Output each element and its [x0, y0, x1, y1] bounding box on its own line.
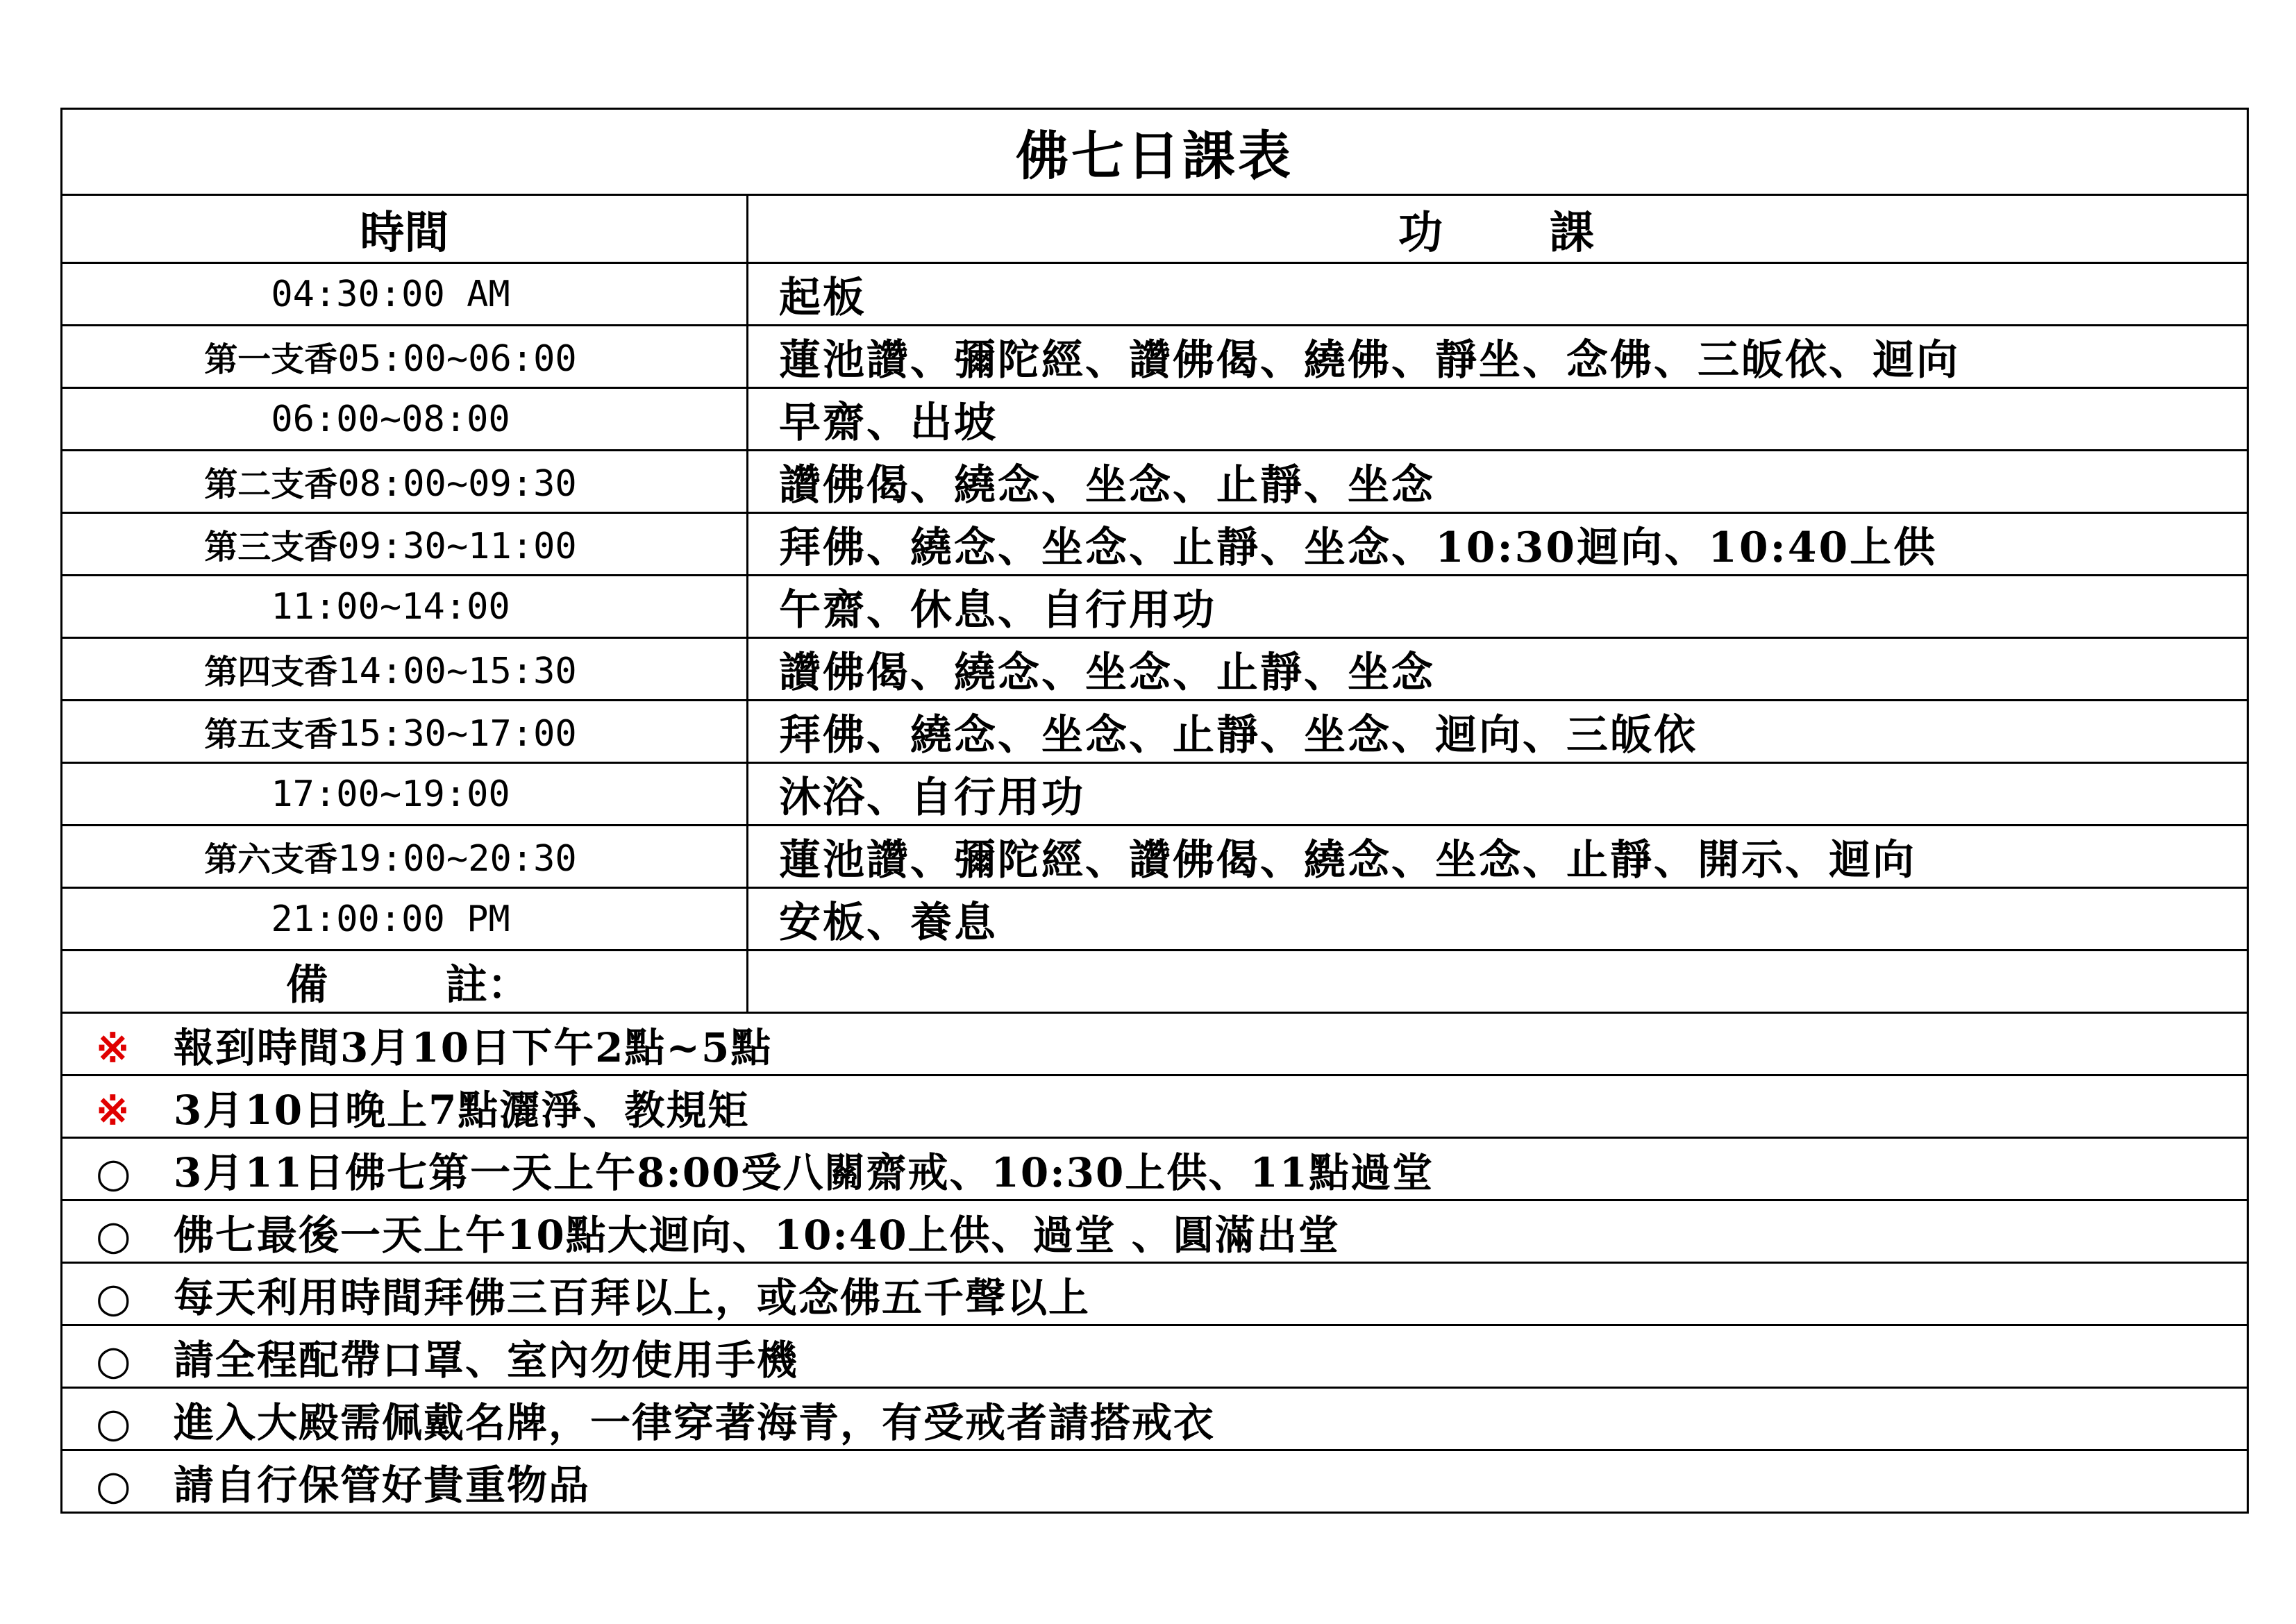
time-range: 04:30:00 AM [271, 273, 510, 315]
note-cell [62, 1075, 2248, 1138]
time-cell [62, 826, 748, 888]
note-text: 佛七最後一天上午10點大迴向、10:40上供、過堂 、圓滿出堂 [174, 1211, 1340, 1259]
note-row [62, 1200, 2248, 1263]
note-cell [62, 1325, 2248, 1388]
note-row [62, 1388, 2248, 1450]
schedule-row [62, 326, 2248, 388]
incense-session-label: 第四支香 [204, 653, 338, 692]
time-range: 06:00~08:00 [271, 398, 510, 440]
activity-cell: 起板 [748, 263, 2248, 326]
note-text: 進入大殿需佩戴名牌，一律穿著海青，有受戒者請搭戒衣 [174, 1398, 1216, 1446]
note-row [62, 1263, 2248, 1325]
incense-session-label: 第六支香 [204, 840, 338, 879]
time-cell [62, 763, 748, 826]
note-cell [62, 1263, 2248, 1325]
note-row [62, 1450, 2248, 1513]
activity-cell: 早齋、出坡 [748, 388, 2248, 451]
incense-session-label: 第五支香 [204, 715, 338, 754]
note-cell [62, 1388, 2248, 1450]
note-row [62, 1075, 2248, 1138]
remarks-label-part1: 備 [286, 960, 328, 1010]
schedule-row [62, 701, 2248, 763]
note-text: 3月11日佛七第一天上午8:00受八關齋戒、10:30上供、11點過堂 [174, 1148, 1434, 1196]
circle-bullet-icon: ○ [96, 1148, 133, 1196]
time-range: 21:00:00 PM [271, 898, 510, 940]
activity-cell: 讚佛偈、繞念、坐念、止靜、坐念 [748, 451, 2248, 513]
time-range: 17:00~19:00 [271, 773, 510, 815]
schedule-row [62, 513, 2248, 576]
activity-cell: 拜佛、繞念、坐念、止靜、坐念、迴向、三皈依 [748, 701, 2248, 763]
time-cell [62, 576, 748, 638]
course-column-header [748, 195, 2248, 263]
incense-session-label: 第三支香 [204, 528, 338, 567]
note-cell [62, 1200, 2248, 1263]
circle-bullet-icon: ○ [96, 1336, 133, 1384]
course-header-right: 課 [1550, 206, 1597, 259]
incense-session-label: 第一支香 [204, 340, 338, 379]
time-range: 15:30~17:00 [337, 713, 577, 755]
title-row [62, 109, 2248, 195]
time-range: 08:00~09:30 [337, 463, 577, 505]
time-cell [62, 326, 748, 388]
activity-cell: 蓮池讚、彌陀經、讚佛偈、繞佛、靜坐、念佛、三皈依、迴向 [748, 326, 2248, 388]
schedule-row [62, 826, 2248, 888]
note-row [62, 1325, 2248, 1388]
schedule-row [62, 451, 2248, 513]
note-text: 請全程配帶口罩、室內勿使用手機 [174, 1336, 799, 1384]
activity-cell: 午齋、休息、自行用功 [748, 576, 2248, 638]
time-column-header: 時間 [62, 195, 748, 263]
time-cell [62, 388, 748, 451]
schedule-row [62, 888, 2248, 951]
circle-bullet-icon: ○ [96, 1461, 133, 1509]
note-cell [62, 1013, 2248, 1075]
note-text: 報到時間3月10日下午2點~5點 [174, 1023, 773, 1071]
time-cell [62, 888, 748, 951]
note-cell [62, 1138, 2248, 1200]
note-row [62, 1013, 2248, 1075]
reference-mark-icon: ※ [96, 1023, 131, 1071]
activity-cell: 讚佛偈、繞念、坐念、止靜、坐念 [748, 638, 2248, 701]
course-header-left: 功 [1398, 206, 1446, 259]
note-text: 請自行保管好貴重物品 [174, 1461, 591, 1509]
time-cell [62, 638, 748, 701]
remarks-label-part2: 註： [446, 960, 529, 1010]
remarks-empty-cell [748, 951, 2248, 1013]
activity-cell: 沐浴、自行用功 [748, 763, 2248, 826]
time-range: 05:00~06:00 [337, 338, 577, 380]
note-row [62, 1138, 2248, 1200]
schedule-row [62, 576, 2248, 638]
note-text: 每天利用時間拜佛三百拜以上，或念佛五千聲以上 [174, 1273, 1091, 1321]
circle-bullet-icon: ○ [96, 1273, 133, 1321]
time-cell [62, 513, 748, 576]
circle-bullet-icon: ○ [96, 1398, 133, 1446]
schedule-table [60, 108, 2249, 1514]
note-text: 3月10日晚上7點灑淨、教規矩 [174, 1086, 750, 1134]
circle-bullet-icon: ○ [96, 1211, 133, 1259]
schedule-row [62, 388, 2248, 451]
time-cell [62, 263, 748, 326]
time-range: 09:30~11:00 [337, 526, 577, 567]
time-range: 19:00~20:30 [337, 838, 577, 880]
time-range: 11:00~14:00 [271, 585, 510, 628]
remarks-label [62, 951, 748, 1013]
activity-cell: 拜佛、繞念、坐念、止靜、坐念、10:30迴向、10:40上供 [748, 513, 2248, 576]
incense-session-label: 第二支香 [204, 465, 338, 504]
time-range: 14:00~15:30 [337, 651, 577, 692]
note-cell [62, 1450, 2248, 1513]
activity-cell: 安板、養息 [748, 888, 2248, 951]
page-title: 佛七日課表 [62, 109, 2248, 195]
reference-mark-icon: ※ [96, 1086, 131, 1134]
schedule-row [62, 638, 2248, 701]
activity-cell: 蓮池讚、彌陀經、讚佛偈、繞念、坐念、止靜、開示、迴向 [748, 826, 2248, 888]
time-cell [62, 451, 748, 513]
schedule-row [62, 263, 2248, 326]
remarks-row [62, 951, 2248, 1013]
header-row [62, 195, 2248, 263]
schedule-row [62, 763, 2248, 826]
time-cell [62, 701, 748, 763]
